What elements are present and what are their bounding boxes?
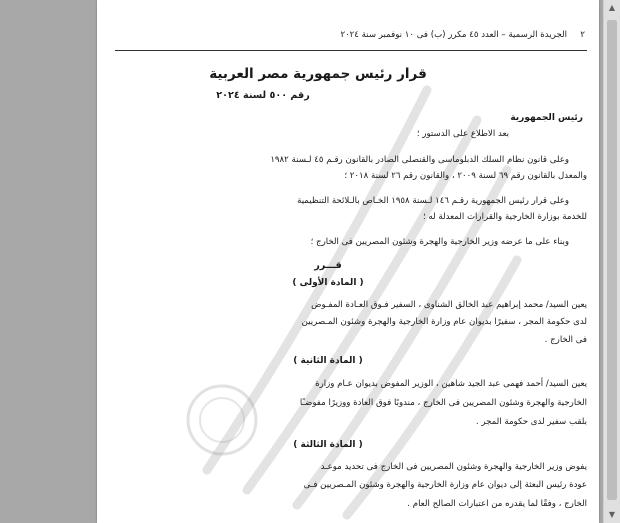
article3-line: يفوض وزير الخارجية والهجرة وشئون المصريين فى الخارج فى تحديد موعـد	[320, 462, 587, 472]
preamble-line: وعلى قرار رئيس الجمهورية رقـم ١٤٦ لـسنة ١٩٥٨ الخـاص بالـلائحة التنظيمية	[297, 196, 569, 206]
president-label: رئيس الجمهورية	[510, 113, 583, 123]
scroll-up-icon[interactable]: ▲	[608, 3, 616, 12]
decree-number: رقم ٥٠٠ لسنة ٢٠٢٤	[216, 90, 310, 101]
article2-line: يعين السيد/ أحمد فهمى عبد الجيد شاهين ، الوزير المفوض بديوان عـام وزارة	[315, 379, 587, 389]
article3-line: الخارج ، وفقًا لما يقدره من اعتبارات الصالح العام .	[407, 499, 587, 509]
document-page	[97, 0, 599, 523]
preamble-line: للخدمة بوزارة الخارجية والقرارات المعدلة له ؛	[422, 212, 587, 222]
vertical-scrollbar[interactable]	[603, 0, 620, 523]
preamble-line: وعلى قانون نظام السلك الدبلوماسى والقنصلى الصادر بالقانون رقـم ٤٥ لـسنة ١٩٨٢	[270, 155, 569, 165]
preamble-line: والمعدل بالقانون رقم ٦٩ لسنة ٢٠٠٩ ، والقانون رقم ٢٦ لسنة ٢٠١٨ ؛	[344, 171, 587, 181]
preamble-line: وبناء على ما عرضه وزير الخارجية والهجرة وشئون المصريين فى الخارج ؛	[310, 237, 569, 247]
article2-line: الخارجية والهجرة وشئون المصريين فى الخارج ، مندوبًا فوق العادة ووزيرًا مفوضـًا	[299, 398, 587, 408]
article2-line: بلقب سفير لدى حكومة المجر .	[475, 417, 587, 427]
article1-line: يعين السيد/ محمد إبراهيم عبد الخالق الشناوى ، السفير فـوق العـادة المفـوض	[311, 300, 587, 310]
article3-line: عودة رئيس البعثة إلى ديوان عام وزارة الخارجية والهجرة وشئون المـصريين فـى	[303, 480, 587, 490]
article1-heading: ( المادة الأولى )	[292, 278, 364, 288]
article1-line: لدى حكومة المجر ، سفيرًا بديوان عام وزارة الخارجية والهجرة وشئون المـصريين	[301, 317, 587, 327]
article2-heading: ( المادة الثانية )	[293, 356, 363, 366]
page-number: ٢	[580, 30, 585, 40]
preamble-line: بعد الاطلاع على الدستور ؛	[416, 129, 509, 139]
header-text: الجريدة الرسمية – العدد ٤٥ مكرر (ب) فى ١٠ نوفمبر سنة ٢٠٢٤	[340, 30, 567, 40]
decree-title: قرار رئيس جمهورية مصر العربية	[209, 66, 427, 82]
article3-heading: ( المادة الثالثة )	[293, 440, 363, 450]
header-divider	[115, 50, 587, 51]
article1-line: فى الخارج .	[544, 335, 587, 345]
scroll-down-icon[interactable]: ▼	[608, 510, 616, 519]
scrollbar-thumb[interactable]	[607, 20, 617, 500]
page-header	[111, 30, 585, 44]
decree-word: قـــرر	[314, 260, 342, 271]
